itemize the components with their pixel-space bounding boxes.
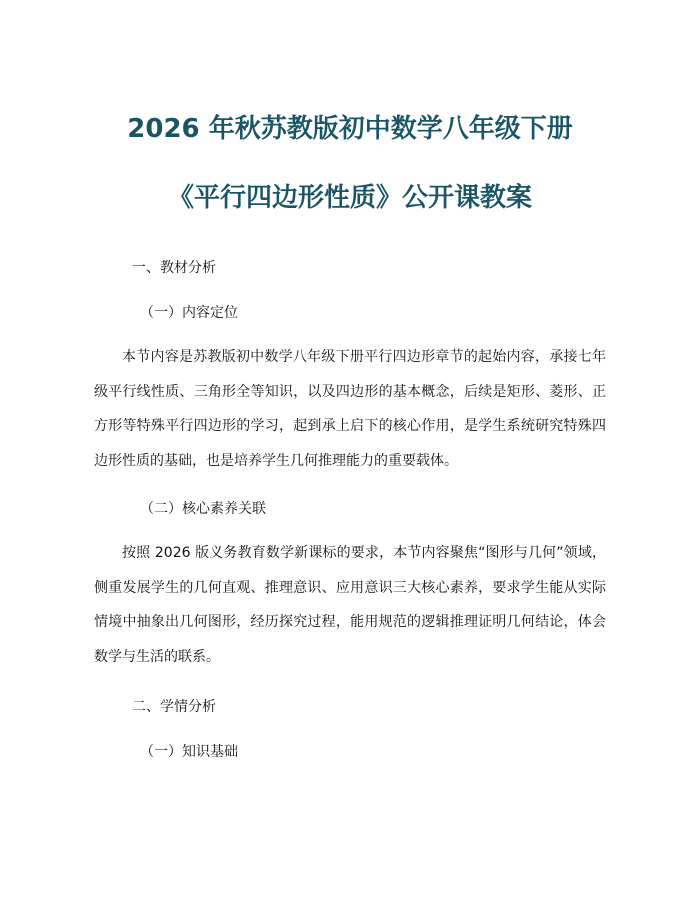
section-heading-textbook-analysis: 一、教材分析	[132, 260, 216, 276]
subsection-heading-core-literacy: （二）核心素养关联	[140, 501, 266, 517]
section-heading-learner-analysis: 二、学情分析	[132, 699, 216, 715]
subsection-heading-knowledge-foundation: （一）知识基础	[140, 744, 238, 760]
paragraph-core-literacy: 按照 2026 版义务教育数学新课标的要求，本节内容聚焦“图形与几何”领域，侧重发展学生的几何直观、推理意识、应用意识三大核心素养，要求学生能从实际情境中抽象出几何图形，经历探究过程，能用规范的逻辑推理证明几何结论，体会数学与生活的联系。	[94, 545, 606, 665]
paragraph-content-positioning: 本节内容是苏教版初中数学八年级下册平行四边形章节的起始内容，承接七年级平行线性质、三角形全等知识，以及四边形的基本概念，后续是矩形、菱形、正方形等特殊平行四边形的学习，起到承上启下的核心作用，是学生系统研究特殊四边形性质的基础，也是培养学生几何推理能力的重要载体。	[94, 349, 606, 469]
document-title-line-2: 《平行四边形性质》公开课教案	[167, 183, 532, 213]
document-title-line-1: 2026 年秋苏教版初中数学八年级下册	[127, 114, 573, 144]
subsection-heading-content-positioning: （一）内容定位	[140, 305, 238, 321]
